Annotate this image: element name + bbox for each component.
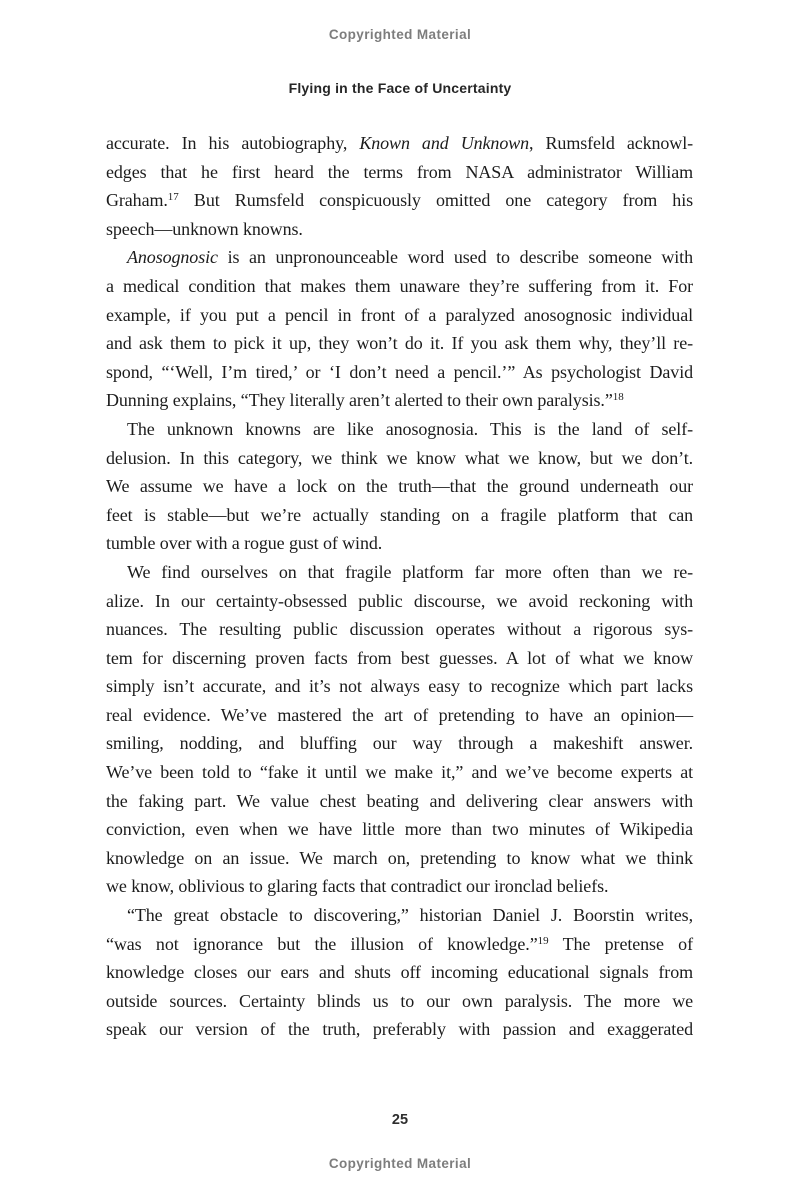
body-line <box>106 129 693 158</box>
text-segment: “was not ignorance but the illusion of knowledge.” <box>106 933 538 954</box>
paragraph <box>106 558 693 901</box>
body-line <box>106 844 693 873</box>
text-segment: feet is stable—but we’re actually standing on a fragile platform that can <box>106 504 693 525</box>
body-line <box>106 1015 693 1044</box>
text-segment: We assume we have a lock on the truth—that the ground underneath our <box>106 476 693 497</box>
body-line <box>106 301 693 330</box>
text-segment: tem for discerning proven facts from best guesses. A lot of what we know <box>106 647 693 668</box>
body-line <box>106 472 693 501</box>
body-line <box>106 186 693 215</box>
text-segment: But Rumsfeld conspicuously omitted one category from his <box>178 190 693 211</box>
body-line <box>106 215 693 244</box>
body-line <box>106 529 693 558</box>
paragraph <box>106 243 693 415</box>
body-line <box>106 272 693 301</box>
footnote-reference: 19 <box>537 934 549 947</box>
body-line <box>106 987 693 1016</box>
body-line <box>106 587 693 616</box>
text-segment: , Rumsfeld acknowl- <box>529 133 693 153</box>
text-segment: delusion. In this category, we think we know what we know, but we don’t. <box>106 447 693 468</box>
text-segment: is an unpronounceable word used to describe someone with <box>217 247 693 268</box>
body-text <box>106 129 693 1044</box>
page-number: 25 <box>391 1112 409 1128</box>
text-segment: spond, “‘Well, I’m tired,’ or ‘I don’t need a pencil.’” As psychologist David <box>106 361 693 382</box>
footnote-reference: 17 <box>167 191 179 204</box>
text-segment: speak our version of the truth, preferably with passion and exaggerated <box>106 1019 693 1040</box>
text-segment: outside sources. Certainty blinds us to our own paralysis. The more we <box>106 990 693 1011</box>
text-segment: “The great obstacle to discovering,” historian Daniel J. Boorstin writes, <box>127 905 693 926</box>
body-line <box>106 872 693 901</box>
body-line <box>106 729 693 758</box>
text-segment: edges that he first heard the terms from NASA administrator William <box>106 161 693 182</box>
body-line <box>106 158 693 187</box>
text-segment: smiling, nodding, and bluffing our way through a makeshift answer. <box>106 733 693 754</box>
paragraph <box>106 129 693 243</box>
paragraph <box>106 901 693 1044</box>
text-segment: we know, oblivious to glaring facts that contradict our ironclad beliefs. <box>106 876 609 897</box>
italic-text: Known and Unknown <box>359 133 530 153</box>
body-line <box>106 415 693 444</box>
text-segment: tumble over with a rogue gust of wind. <box>106 533 383 554</box>
body-line <box>106 901 693 930</box>
body-line <box>106 501 693 530</box>
text-segment: Dunning explains, “They literally aren’t alerted to their own paralysis.” <box>106 390 613 411</box>
body-line <box>106 930 693 959</box>
text-segment: alize. In our certainty-obsessed public discourse, we avoid reckoning with <box>106 590 693 611</box>
text-segment: Graham. <box>106 190 168 211</box>
text-segment: accurate. In his autobiography, <box>106 133 360 153</box>
body-line <box>106 615 693 644</box>
body-line <box>106 329 693 358</box>
footnote-reference: 18 <box>612 391 624 404</box>
text-segment: speech—unknown knowns. <box>106 218 303 239</box>
text-segment: real evidence. We’ve mastered the art of pretending to have an opinion— <box>106 704 693 725</box>
text-segment: We find ourselves on that fragile platform far more often than we re- <box>127 561 693 582</box>
body-line <box>106 787 693 816</box>
text-segment: The unknown knowns are like anosognosia. This is the land of self- <box>127 418 693 439</box>
copyright-notice-bottom: Copyrighted Material <box>328 1156 472 1171</box>
text-segment: knowledge closes our ears and shuts off incoming educational signals from <box>106 962 693 983</box>
body-line <box>106 644 693 673</box>
body-line <box>106 758 693 787</box>
paragraph <box>106 415 693 558</box>
text-segment: The pretense of <box>548 933 693 954</box>
body-line <box>106 243 693 272</box>
body-line <box>106 444 693 473</box>
copyright-notice-top: Copyrighted Material <box>328 27 472 42</box>
running-header: Flying in the Face of Uncertainty <box>288 80 512 96</box>
text-segment: the faking part. We value chest beating and delivering clear answers with <box>106 790 693 811</box>
text-segment: knowledge on an issue. We march on, pretending to know what we think <box>106 847 693 868</box>
body-line <box>106 358 693 387</box>
text-segment: nuances. The resulting public discussion operates without a rigorous sys- <box>106 619 693 640</box>
body-line <box>106 558 693 587</box>
body-line <box>106 386 693 415</box>
text-segment: example, if you put a pencil in front of a paralyzed anosognosic individual <box>106 304 693 325</box>
body-line <box>106 958 693 987</box>
text-segment: simply isn’t accurate, and it’s not always easy to recognize which part lacks <box>106 676 693 697</box>
body-line <box>106 672 693 701</box>
body-line <box>106 701 693 730</box>
text-segment: We’ve been told to “fake it until we make it,” and we’ve become experts at <box>106 762 693 783</box>
text-segment: conviction, even when we have little more than two minutes of Wikipedia <box>106 819 693 840</box>
body-line <box>106 815 693 844</box>
italic-text: Anosognosic <box>127 247 218 268</box>
text-segment: and ask them to pick it up, they won’t do it. If you ask them why, they’ll re- <box>106 333 693 354</box>
text-segment: a medical condition that makes them unaware they’re suffering from it. For <box>106 275 693 296</box>
